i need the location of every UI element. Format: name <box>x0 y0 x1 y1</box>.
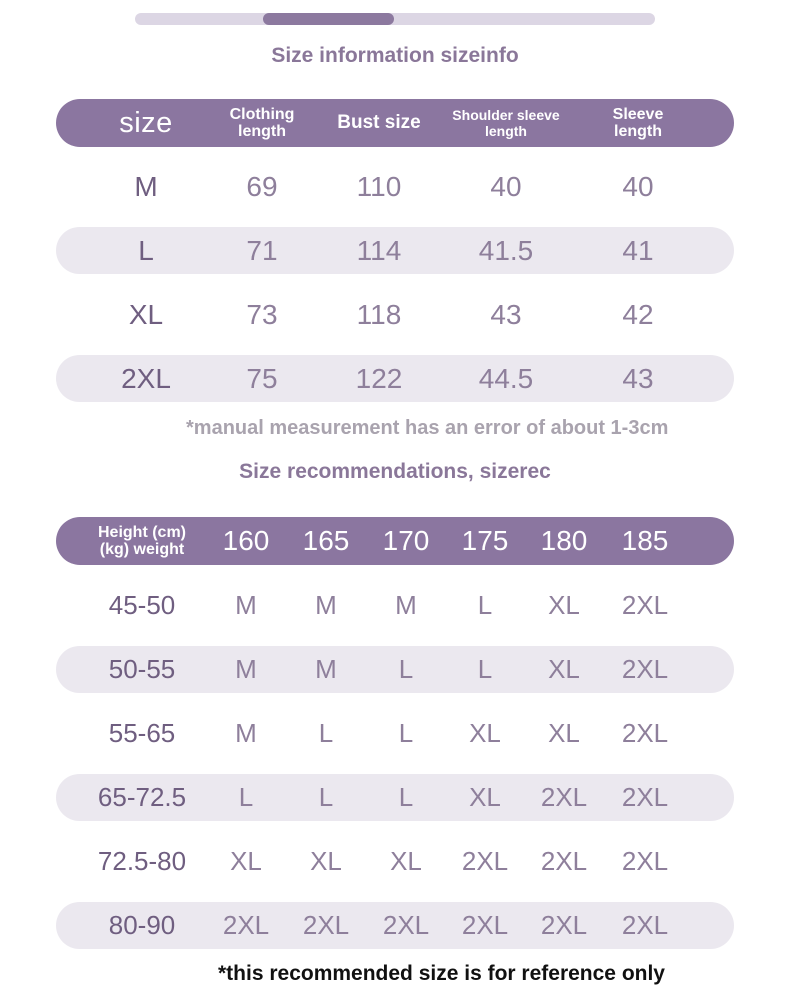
recommended-size: L <box>398 654 414 684</box>
recommended-size: L <box>477 654 493 684</box>
size-label: M <box>134 171 158 202</box>
measurement-value: 122 <box>355 363 403 394</box>
recommended-size: 2XL <box>461 910 509 940</box>
recommended-size: 2XL <box>621 718 669 748</box>
recommended-size: M <box>235 654 257 684</box>
recommended-size: M <box>315 590 337 620</box>
size-rec-row <box>56 710 734 757</box>
header-size: size <box>119 106 173 139</box>
weight-range-label: 72.5-80 <box>97 846 187 876</box>
size-label: L <box>138 235 154 266</box>
height-column-header: 160 <box>222 525 270 556</box>
recommended-size: XL <box>548 654 580 684</box>
measurement-value: 40 <box>490 171 522 202</box>
size-rec-row <box>56 902 734 949</box>
size-info-row <box>56 291 734 338</box>
size-rec-row <box>56 582 734 629</box>
recommended-size: 2XL <box>621 654 669 684</box>
header-bust-size: Bust size <box>337 112 421 133</box>
measurement-value: 73 <box>246 299 278 330</box>
recommended-size: 2XL <box>461 846 509 876</box>
size-info-row <box>56 227 734 274</box>
weight-range-label: 45-50 <box>108 590 176 620</box>
measurement-value: 44.5 <box>478 363 534 394</box>
header-height-weight: Height (cm) (kg) weight <box>98 524 186 558</box>
size-label: XL <box>128 299 164 330</box>
recommended-size: 2XL <box>540 782 588 812</box>
measurement-value: 43 <box>622 363 654 394</box>
measurement-value: 41 <box>622 235 654 266</box>
measurement-value: 114 <box>356 235 402 266</box>
measurement-value: 75 <box>246 363 278 394</box>
reference-note: *this recommended size is for reference only <box>218 962 665 985</box>
recommended-size: 2XL <box>540 846 588 876</box>
recommended-size: M <box>395 590 417 620</box>
size-rec-title: Size recommendations, sizerec <box>239 460 551 483</box>
header-shoulder-sleeve-length: Shoulder sleeve length <box>452 107 560 139</box>
measurement-note: *manual measurement has an error of about 1-3cm <box>186 417 669 439</box>
recommended-size: 2XL <box>382 910 430 940</box>
recommended-size: M <box>235 718 257 748</box>
recommended-size: 2XL <box>621 782 669 812</box>
size-info-row <box>56 163 734 210</box>
height-column-header: 185 <box>621 525 669 556</box>
header-clothing-length: Clothing length <box>229 106 295 140</box>
height-column-header: 165 <box>302 525 350 556</box>
size-info-header <box>56 99 734 147</box>
measurement-value: 40 <box>622 171 654 202</box>
weight-range-label: 50-55 <box>108 654 176 684</box>
size-rec-row <box>56 838 734 885</box>
recommended-size: L <box>318 782 334 812</box>
recommended-size: M <box>235 590 257 620</box>
size-rec-row <box>56 774 734 821</box>
size-label: 2XL <box>121 363 171 394</box>
height-column-header: 175 <box>461 525 509 556</box>
recommended-size: XL <box>548 590 580 620</box>
height-column-header: 170 <box>382 525 430 556</box>
weight-range-label: 55-65 <box>108 718 176 748</box>
recommended-size: 2XL <box>621 590 669 620</box>
recommended-size: XL <box>390 846 422 876</box>
measurement-value: 71 <box>246 235 278 266</box>
recommended-size: XL <box>469 782 501 812</box>
measurement-value: 42 <box>622 299 654 330</box>
size-info-row <box>56 355 734 402</box>
recommended-size: 2XL <box>222 910 270 940</box>
measurement-value: 43 <box>490 299 522 330</box>
measurement-value: 110 <box>356 171 402 202</box>
measurement-value: 118 <box>356 299 402 330</box>
recommended-size: L <box>318 718 334 748</box>
recommended-size: L <box>477 590 493 620</box>
recommended-size: 2XL <box>540 910 588 940</box>
recommended-size: 2XL <box>621 910 669 940</box>
size-rec-row <box>56 646 734 693</box>
recommended-size: XL <box>469 718 501 748</box>
measurement-value: 69 <box>246 171 278 202</box>
recommended-size: M <box>315 654 337 684</box>
height-column-header: 180 <box>540 525 588 556</box>
carousel-progress-bar[interactable] <box>135 13 655 25</box>
recommended-size: L <box>238 782 254 812</box>
size-rec-header <box>56 517 734 565</box>
recommended-size: L <box>398 718 414 748</box>
recommended-size: 2XL <box>302 910 350 940</box>
recommended-size: XL <box>230 846 262 876</box>
recommended-size: 2XL <box>621 846 669 876</box>
measurement-value: 41.5 <box>478 235 534 266</box>
size-info-title: Size information sizeinfo <box>271 44 519 67</box>
recommended-size: XL <box>310 846 342 876</box>
header-sleeve-length: Sleeve length <box>612 106 664 140</box>
recommended-size: L <box>398 782 414 812</box>
carousel-progress-indicator <box>263 13 394 25</box>
weight-range-label: 65-72.5 <box>97 782 187 812</box>
weight-range-label: 80-90 <box>108 910 176 940</box>
recommended-size: XL <box>548 718 580 748</box>
